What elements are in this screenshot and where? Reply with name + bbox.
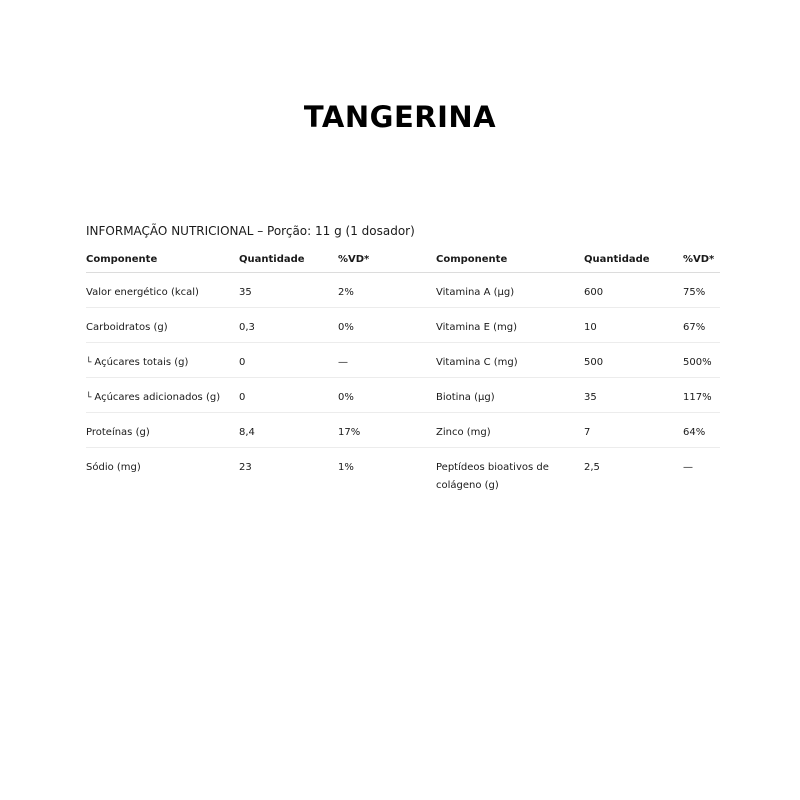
quantity-cell: 0,3 [239, 308, 338, 343]
component-label: Açúcares totais (g) [94, 357, 189, 368]
quantity-cell: 2,5 [584, 462, 600, 473]
header-vd-left: %VD* [338, 247, 436, 273]
header-vd-right: %VD* [683, 247, 720, 273]
sub-item-marker-icon: └ [86, 358, 92, 368]
vd-cell: — [683, 462, 693, 473]
quantity-cell: 23 [239, 462, 252, 473]
quantity-cell: 8,4 [239, 413, 338, 448]
vd-cell: 0% [338, 378, 436, 413]
vd-cell: 1% [338, 462, 354, 473]
vd-cell: 500% [683, 343, 720, 378]
vd-cell: 75% [683, 273, 720, 308]
component-cell: Vitamina A (µg) [436, 273, 584, 308]
header-quantity-right: Quantidade [584, 247, 683, 273]
nutrition-table [86, 247, 720, 495]
component-cell: Proteínas (g) [86, 413, 239, 448]
quantity-cell: 0 [239, 378, 338, 413]
header-component-right: Componente [436, 247, 584, 273]
table-row [86, 448, 720, 496]
quantity-cell: 600 [584, 273, 683, 308]
quantity-cell: 7 [584, 413, 683, 448]
component-label: Açúcares adicionados (g) [94, 392, 221, 403]
table-row [86, 413, 720, 448]
sub-item-marker-icon: └ [86, 393, 92, 403]
vd-cell: 64% [683, 413, 720, 448]
vd-cell: — [338, 343, 436, 378]
component-cell [86, 343, 239, 378]
header-component-left: Componente [86, 247, 239, 273]
component-cell: Biotina (µg) [436, 378, 584, 413]
component-cell: Sódio (mg) [86, 462, 141, 473]
vd-cell: 17% [338, 413, 436, 448]
table-row [86, 378, 720, 413]
vd-cell: 117% [683, 378, 720, 413]
table-header-row [86, 247, 720, 273]
table-row [86, 308, 720, 343]
quantity-cell: 10 [584, 308, 683, 343]
nutrition-heading: INFORMAÇÃO NUTRICIONAL – Porção: 11 g (1 dosador) [86, 224, 415, 238]
component-cell: Vitamina C (mg) [436, 343, 584, 378]
quantity-cell: 0 [239, 343, 338, 378]
component-cell: Peptídeos bioativos de colágeno (g) [436, 462, 549, 491]
component-cell: Vitamina E (mg) [436, 308, 584, 343]
component-cell: Valor energético (kcal) [86, 273, 239, 308]
vd-cell: 67% [683, 308, 720, 343]
vd-cell: 0% [338, 308, 436, 343]
quantity-cell: 35 [239, 273, 338, 308]
table-row [86, 273, 720, 308]
component-cell: Zinco (mg) [436, 413, 584, 448]
quantity-cell: 500 [584, 343, 683, 378]
component-cell: Carboidratos (g) [86, 308, 239, 343]
vd-cell: 2% [338, 273, 436, 308]
quantity-cell: 35 [584, 378, 683, 413]
table-row [86, 343, 720, 378]
product-title: TANGERINA [303, 100, 497, 134]
header-quantity-left: Quantidade [239, 247, 338, 273]
component-cell [86, 378, 239, 413]
